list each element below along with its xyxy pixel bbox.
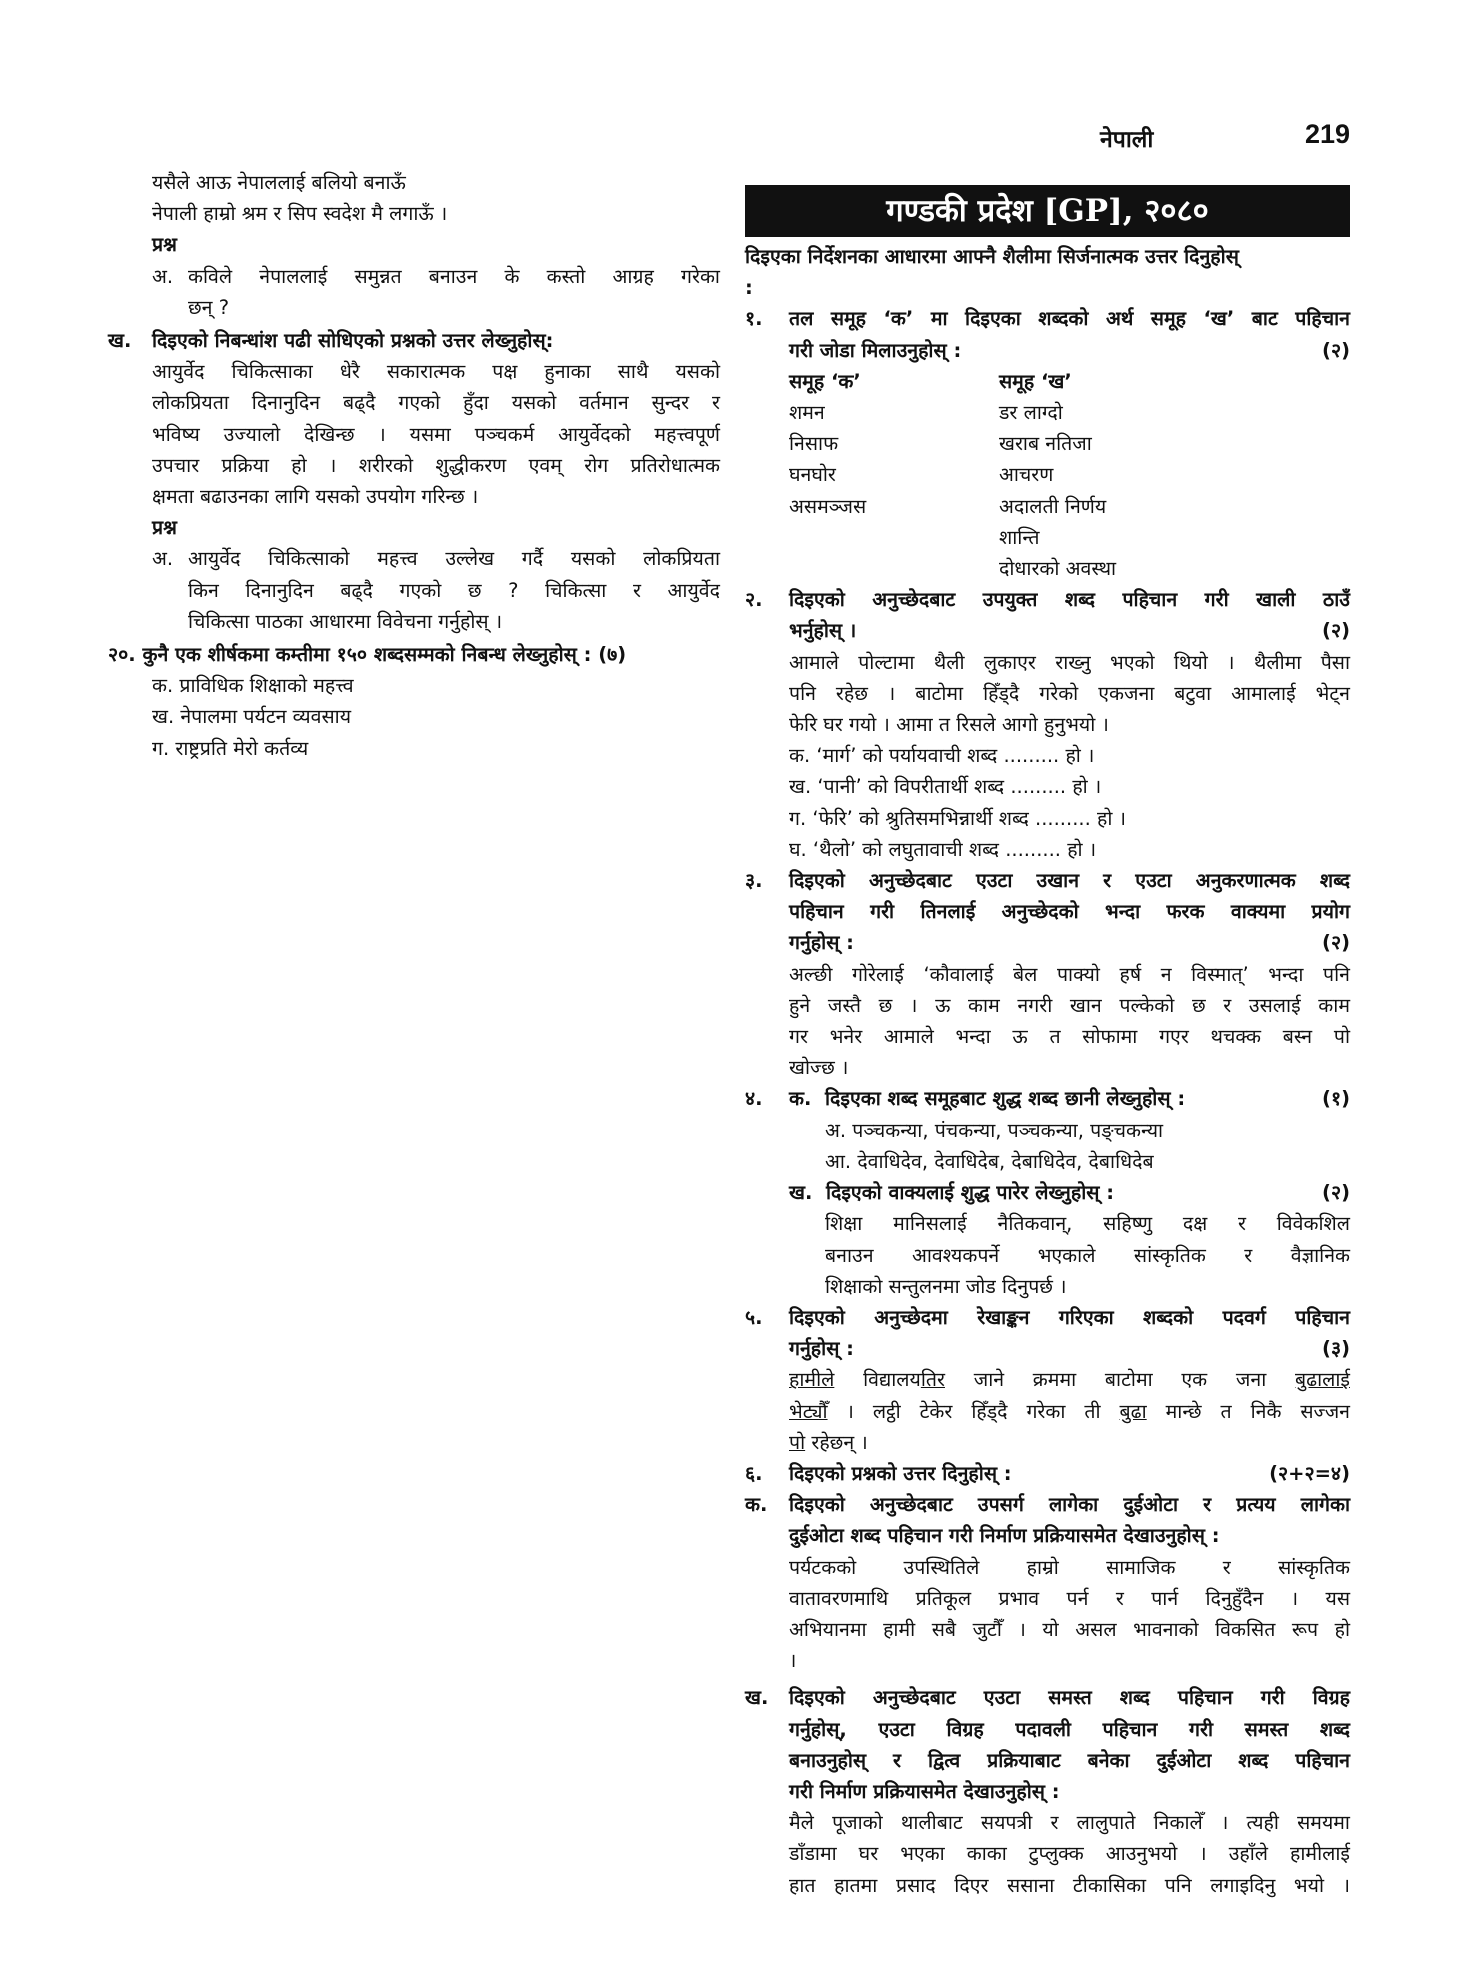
passage-line: फेरि घर गयो । आमा त रिसले आगो हुनुभयो ।: [789, 713, 1109, 737]
passage-line: डाँडामा घर भएका काका टुप्लुक्क आउनुभयो । उहाँले हामीलाई: [789, 1842, 1350, 1866]
question-5: [745, 1302, 1350, 1364]
text-line: छन् ?: [188, 295, 230, 319]
passage-line: अल्छी गोरेलाई ‘कौवालाई बेल पाक्यो हर्ष न विस्मात्’ भन्दा पनि: [789, 962, 1350, 986]
question-text: दिइएको अनुच्छेदमा रेखाङ्कन गरिएका शब्दको पदवर्ग पहिचान: [789, 1305, 1350, 1329]
sub-label: ख.: [789, 1181, 813, 1205]
underlined-word: तिर: [920, 1368, 945, 1392]
question-text: दिइएका शब्द समूहबाट शुद्ध शब्द छानी लेख्नुहोस् :: [824, 1087, 1186, 1111]
text-run: जाने क्रममा बाटोमा एक जना: [945, 1368, 1295, 1392]
option-item: आ. देवाधिदेव, देवाधिदेब, देबाधिदेव, देबाधिदेब: [825, 1149, 1154, 1173]
group-a-word: निसाफ: [789, 432, 839, 456]
text-line: चिकित्सा पाठका आधारमा विवेचना गर्नुहोस् ।: [188, 609, 503, 633]
group-b-word: डर लाग्दो: [999, 401, 1063, 425]
question-number: १.: [745, 307, 763, 331]
group-b-word: दोधारको अवस्था: [999, 557, 1117, 581]
blank-item: क. ‘मार्ग’ को पर्यायवाची शब्द ......... हो ।: [789, 744, 1095, 768]
text-run: रहेछन् ।: [805, 1430, 868, 1454]
underlined-word: हामीले: [789, 1368, 835, 1392]
group-a-word: असमञ्जस: [789, 494, 867, 518]
passage: [745, 1208, 1350, 1302]
sub-label: क.: [745, 1493, 768, 1517]
underlined-word: बुढा: [1119, 1399, 1147, 1423]
question-text: भर्नुहोस् ।: [789, 619, 857, 643]
question-2: [745, 584, 1350, 646]
section-heading: [108, 325, 720, 356]
passage-line: गर भनेर आमाले भन्दा ऊ त सोफामा गएर थचक्क बस्न पो: [789, 1025, 1350, 1049]
group-b-heading: समूह ‘ख’: [999, 369, 1072, 393]
passage-line: [789, 1396, 1350, 1427]
group-b-word: अदालती निर्णय: [999, 494, 1107, 518]
group-a-word: [789, 522, 999, 553]
question-text: गर्नुहोस् :: [789, 1337, 854, 1361]
question-label: प्रश्न: [152, 516, 177, 540]
question-text: गर्नुहोस् :: [789, 931, 854, 955]
passage-line: पनि रहेछ । बाटोमा हिँड्दै गरेको एकजना बटुवा आमालाई भेट्न: [789, 681, 1350, 705]
text-line: किन दिनानुदिन बढ्दै गएको छ ? चिकित्सा र आयुर्वेद: [188, 578, 720, 602]
question-4-kha: [745, 1177, 1350, 1208]
passage: [745, 1807, 1350, 1901]
question-text: गर्नुहोस्, एउटा विग्रह पदावली पहिचान गरी समस्त शब्द: [789, 1717, 1350, 1741]
question-20-title: २०. कुनै एक शीर्षकमा कम्तीमा १५० शब्दसम्मको निबन्ध लेख्नुहोस् : (७): [108, 643, 627, 667]
option-list: [745, 1115, 1350, 1177]
passage-line: पर्यटकको उपस्थितिले हाम्रो सामाजिक र सांस्कृतिक: [789, 1555, 1350, 1579]
question-number: ३.: [745, 869, 763, 893]
option-item: अ. पञ्चकन्या, पंचकन्या, पञ्चकन्या, पङ्चकन्या: [825, 1118, 1164, 1142]
essay-option: ग. राष्ट्रप्रति मेरो कर्तव्य: [152, 736, 309, 760]
passage-line: खोज्छ ।: [789, 1056, 849, 1080]
question-text: दिइएको प्रश्नको उत्तर दिनुहोस् :: [789, 1461, 1012, 1485]
passage: [745, 1552, 1350, 1677]
match-row: [745, 553, 1350, 584]
underlined-word: पो: [789, 1430, 806, 1454]
passage-line: [789, 1364, 1350, 1395]
question-item: [108, 261, 720, 323]
question-number: ४.: [745, 1087, 763, 1111]
match-row: [745, 459, 1350, 490]
passage-line: आमाले पोल्टामा थैली लुकाएर राख्नु भएको थियो । थैलीमा पैसा: [789, 650, 1350, 674]
question-text: दिइएको अनुच्छेदबाट उपसर्ग लागेका दुईओटा र प्रत्यय लागेका: [789, 1493, 1350, 1517]
question-item: [108, 543, 720, 637]
passage-line: हात हातमा प्रसाद दिएर ससाना टीकासिका पनि लगाइदिनु भयो ।: [789, 1873, 1350, 1897]
passage-line: बनाउन आवश्यकपर्ने भएकाले सांस्कृतिक र वैज्ञानिक: [825, 1243, 1350, 1267]
blank-item: ख. ‘पानी’ को विपरीतार्थी शब्द ......... हो ।: [789, 775, 1102, 799]
question-label: प्रश्न: [152, 233, 177, 257]
passage-line: मैले पूजाको थालीबाट सयपत्री र लालुपाते निकालेँ । त्यही समयमा: [789, 1811, 1350, 1835]
subject-title: नेपाली: [1100, 127, 1154, 153]
match-row: [745, 397, 1350, 428]
page-number: 219: [1304, 119, 1350, 149]
question-6-kha: [745, 1682, 1350, 1807]
instruction-line: :: [745, 276, 753, 300]
essay-option: क. प्राविधिक शिक्षाको महत्त्व: [152, 674, 354, 698]
question-text: गरी जोडा मिलाउनुहोस् :: [789, 338, 962, 362]
question-number: ५.: [745, 1305, 763, 1329]
underlined-word: भेट्यौँ: [789, 1399, 828, 1423]
left-column: [108, 167, 720, 764]
passage-line: शिक्षा मानिसलाई नैतिकवान्, सहिष्णु दक्ष र विवेकशिल: [825, 1212, 1350, 1236]
passage-line: [789, 1427, 1350, 1458]
text-line: आयुर्वेद चिकित्साको महत्त्व उल्लेख गर्दै यसको लोकप्रियता: [188, 547, 720, 571]
marks: (२): [1322, 338, 1350, 362]
section-banner: गण्डकी प्रदेश [GP], २०८०: [745, 185, 1350, 237]
question-text: दुईओटा शब्द पहिचान गरी निर्माण प्रक्रियासमेत देखाउनुहोस् :: [789, 1524, 1220, 1548]
question-text: गरी निर्माण प्रक्रियासमेत देखाउनुहोस् :: [789, 1779, 1060, 1803]
group-b-word: आचरण: [999, 463, 1054, 487]
question-6: [745, 1458, 1350, 1489]
text-run: विद्यालय: [834, 1368, 921, 1392]
blank-item: घ. ‘थैलो’ को लघुतावाची शब्द ......... हो ।: [789, 837, 1097, 861]
passage-line: अभियानमा हामी सबै जुटौँ । यो असल भावनाको विकसित रूप हो: [789, 1617, 1350, 1641]
passage-line: शिक्षाको सन्तुलनमा जोड दिनुपर्छ ।: [825, 1274, 1067, 1298]
question-4: [745, 1083, 1350, 1114]
question-3: [745, 865, 1350, 959]
blank-item: ग. ‘फेरि’ को श्रुतिसमभिन्नार्थी शब्द ......... हो ।: [789, 806, 1126, 830]
match-row: [745, 491, 1350, 522]
group-b-word: खराब नतिजा: [999, 432, 1092, 456]
group-a-word: घनघोर: [789, 463, 836, 487]
match-header: [745, 366, 1350, 397]
group-b-word: शान्ति: [999, 525, 1040, 549]
text-line: कविले नेपाललाई समुन्नत बनाउन के कस्तो आग्रह गरेका: [188, 264, 720, 288]
passage-line: ।: [789, 1649, 797, 1673]
question-text: दिइएको अनुच्छेदबाट एउटा समस्त शब्द पहिचान गरी विग्रह: [789, 1686, 1350, 1710]
marks: (२): [1322, 1181, 1350, 1205]
question-1: [745, 303, 1350, 365]
question-text: तल समूह ‘क’ मा दिइएका शब्दको अर्थ समूह ‘ख’ बाट पहिचान: [789, 307, 1350, 331]
section-label: ख.: [108, 329, 132, 353]
instruction-line: दिइएका निर्देशनका आधारमा आफ्नै शैलीमा सिर्जनात्मक उत्तर दिनुहोस्: [745, 245, 1239, 268]
marks: (२): [1322, 931, 1350, 955]
marks: (१): [1322, 1087, 1350, 1111]
passage: [745, 1364, 1350, 1458]
sub-label: ख.: [745, 1686, 769, 1710]
question-text: दिइएको अनुच्छेदबाट एउटा उखान र एउटा अनुकरणात्मक शब्द: [789, 869, 1350, 893]
passage-line: क्षमता बढाउनका लागि यसको उपयोग गरिन्छ ।: [152, 485, 479, 509]
page-header: [1100, 119, 1350, 162]
essay-option: ख. नेपालमा पर्यटन व्यवसाय: [152, 705, 352, 729]
text-run: । लट्ठी टेकेर हिँड्दै गरेका ती: [827, 1399, 1120, 1423]
group-a-word: [789, 553, 999, 584]
section-title: दिइएको निबन्धांश पढी सोधिएको प्रश्नको उत्तर लेख्नुहोस्:: [152, 329, 554, 353]
marks: (२+२=४): [1269, 1461, 1350, 1485]
passage: [745, 959, 1350, 1084]
passage-line: हुने जस्तै छ । ऊ काम नगरी खान पल्केको छ र उसलाई काम: [789, 993, 1350, 1017]
question-number: ६.: [745, 1461, 763, 1485]
item-number: अ.: [152, 547, 174, 571]
group-a-heading: समूह ‘क’: [789, 369, 861, 393]
match-row: [745, 428, 1350, 459]
question-text: दिइएको अनुच्छेदबाट उपयुक्त शब्द पहिचान गरी खाली ठाउँ: [789, 588, 1350, 612]
group-a-word: शमन: [789, 401, 825, 425]
passage-line: भविष्य उज्यालो देखिन्छ । यसमा पञ्चकर्म आयुर्वेदको महत्त्वपूर्ण: [152, 422, 720, 446]
question-text: बनाउनुहोस् र द्वित्व प्रक्रियाबाट बनेका दुईओटा शब्द पहिचान: [789, 1748, 1350, 1772]
marks: (२): [1322, 619, 1350, 643]
instruction: [745, 241, 1350, 303]
poem-line: नेपाली हाम्रो श्रम र सिप स्वदेश मै लगाऊँ ।: [152, 202, 448, 226]
match-row: [745, 522, 1350, 553]
question-text: पहिचान गरी तिनलाई अनुच्छेदको भन्दा फरक वाक्यमा प्रयोग: [789, 900, 1350, 924]
item-number: अ.: [152, 264, 174, 288]
question-text: दिइएको वाक्यलाई शुद्ध पारेर लेख्नुहोस् :: [825, 1181, 1115, 1205]
question-number: २.: [745, 588, 763, 612]
passage-line: वातावरणमाथि प्रतिकूल प्रभाव पर्न र पार्न दिनुहुँदैन । यस: [789, 1586, 1350, 1610]
passage-line: आयुर्वेद चिकित्साका धेरै सकारात्मक पक्ष हुनाका साथै यसको: [152, 360, 720, 384]
question-6-ka: [745, 1489, 1350, 1551]
passage: [108, 356, 720, 512]
poem-line: यसैले आऊ नेपाललाई बलियो बनाऊँ: [152, 171, 406, 194]
marks: (३): [1322, 1337, 1350, 1361]
sub-label: क.: [789, 1087, 812, 1111]
right-column: [745, 185, 1350, 1901]
passage-line: उपचार प्रक्रिया हो । शरीरको शुद्धीकरण एवम् रोग प्रतिरोधात्मक: [152, 453, 720, 477]
passage-line: लोकप्रियता दिनानुदिन बढ्दै गएको हुँदा यसको वर्तमान सुन्दर र: [152, 391, 720, 415]
text-run: मान्छे त निकै सज्जन: [1146, 1399, 1350, 1423]
underlined-word: बुढालाई: [1294, 1368, 1350, 1392]
passage: [745, 647, 1350, 865]
